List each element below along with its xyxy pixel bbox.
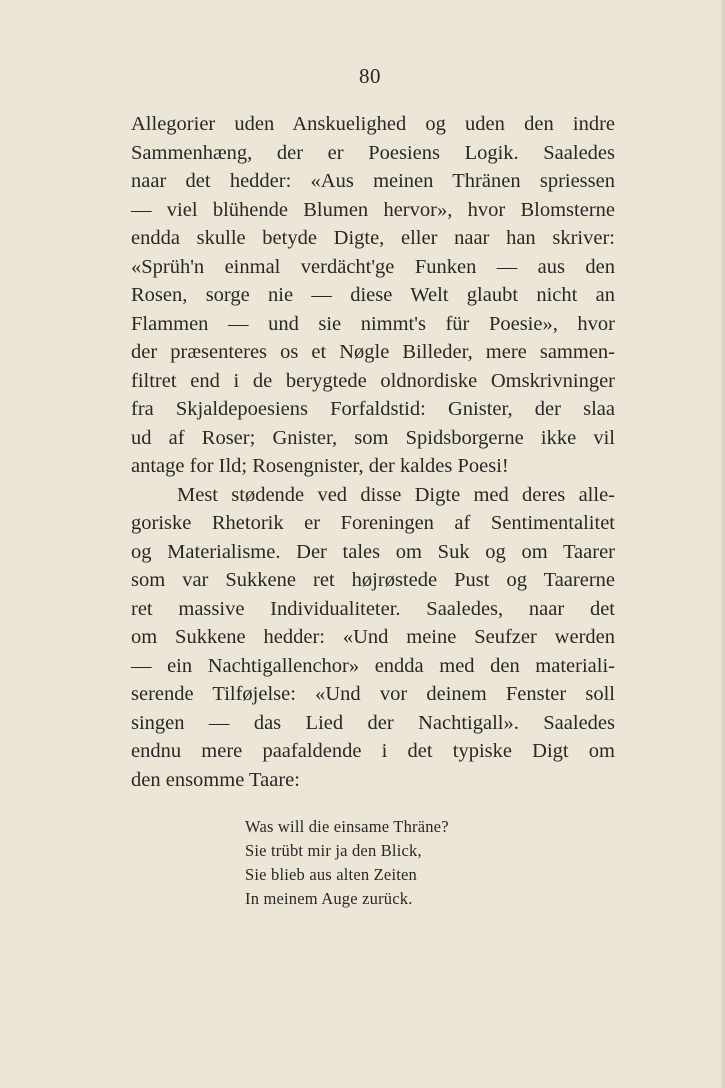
text-line: ud af Roser; Gnister, som Spidsborgerne ikke vil — [131, 426, 615, 449]
text-line: endda skulle betyde Digte, eller naar han skriver: — [131, 227, 615, 249]
text-line: goriske Rhetorik er Foreningen af Sentimentalitet — [131, 512, 615, 534]
verse-line: Sie trübt mir ja den Blick, — [245, 841, 422, 860]
text-line: singen — das Lied der Nachtigall». Saaledes — [131, 711, 615, 734]
text-line: Rosen, sorge nie — diese Welt glaubt nicht an — [131, 284, 615, 306]
paragraph-start-line: Mest stødende ved disse Digte med deres alle- — [177, 483, 615, 506]
text-line: som var Sukkene ret højrøstede Pust og Taarerne — [131, 569, 615, 591]
text-line: antage for Ild; Rosengnister, der kaldes Poesi! — [131, 455, 509, 477]
text-line: filtret end i de berygtede oldnordiske Omskrivninger — [131, 369, 615, 392]
body-text — [131, 110, 615, 794]
text-line: om Sukkene hedder: «Und meine Seufzer werden — [131, 626, 615, 648]
text-line: der præsenteres os et Nøgle Billeder, mere sammen- — [131, 341, 615, 363]
text-line: Flammen — und sie nimmt's für Poesie», hvor — [131, 312, 615, 335]
text-line: ret massive Individualiteter. Saaledes, naar det — [131, 597, 615, 620]
text-line: og Materialisme. Der tales om Suk og om Taarer — [131, 540, 615, 563]
verse-quote — [245, 815, 525, 911]
text-line: — viel blühende Blumen hervor», hvor Blomsterne — [131, 198, 615, 221]
text-line: — ein Nachtigallenchor» endda med den materiali- — [131, 654, 615, 677]
verse-line: In meinem Auge zurück. — [245, 889, 413, 908]
page-edge — [721, 0, 725, 1088]
text-line: serende Tilføjelse: «Und vor deinem Fenster soll — [131, 683, 615, 705]
page-number: 80 — [359, 64, 381, 88]
text-line: «Sprüh'n einmal verdächt'ge Funken — aus den — [131, 255, 615, 278]
text-line: fra Skjaldepoesiens Forfaldstid: Gnister, der slaa — [131, 398, 615, 420]
text-line: Allegorier uden Anskuelighed og uden den indre — [131, 113, 615, 135]
text-line: Sammenhæng, der er Poesiens Logik. Saaledes — [131, 141, 615, 164]
verse-line: Was will die einsame Thräne? — [245, 817, 449, 836]
text-line: naar det hedder: «Aus meinen Thränen spriessen — [131, 170, 615, 192]
text-line: den ensomme Taare: — [131, 768, 300, 791]
verse-line: Sie blieb aus alten Zeiten — [245, 865, 417, 884]
text-line: endnu mere paafaldende i det typiske Digt om — [131, 740, 615, 762]
